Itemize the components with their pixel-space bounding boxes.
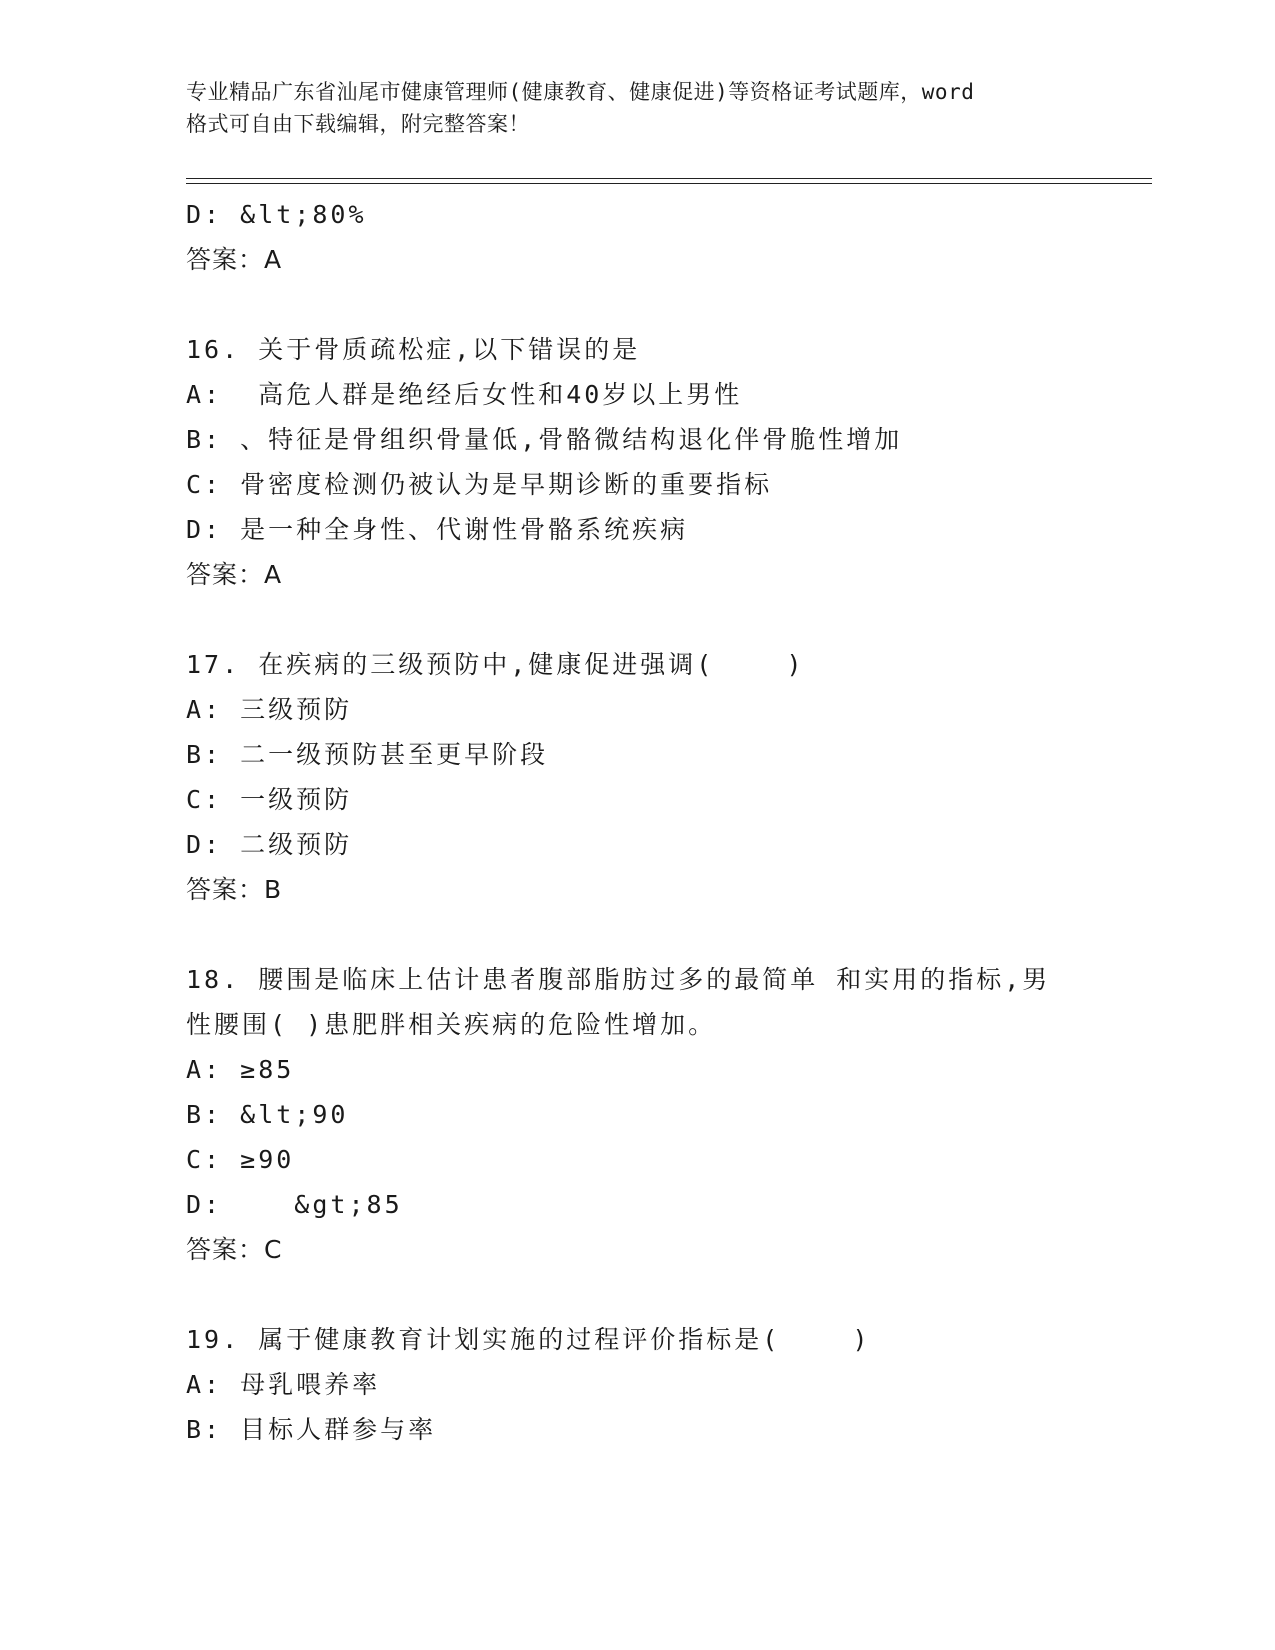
option-d: D: &lt;80% (186, 200, 367, 229)
option-b: B: 目标人群参与率 (186, 1415, 437, 1444)
header-line-1: 专业精品广东省汕尾市健康管理师(健康教育、健康促进)等资格证考试题库，word (186, 80, 975, 104)
header-divider-top (186, 178, 1152, 179)
option-b: B: 二一级预防甚至更早阶段 (186, 740, 549, 769)
option-a: A: ≥85 (186, 1055, 295, 1084)
spacer (186, 597, 1146, 642)
option-c: C: 一级预防 (186, 785, 353, 814)
option-c: C: ≥90 (186, 1145, 295, 1174)
question-list (186, 192, 1146, 1452)
option-d: D: &gt;85 (186, 1190, 403, 1219)
option-a: A: 三级预防 (186, 695, 353, 724)
answer: 答案：A (186, 245, 283, 274)
question-17 (186, 642, 1146, 912)
question-16 (186, 327, 1146, 597)
answer: 答案：A (186, 560, 283, 589)
option-a: A: 高危人群是绝经后女性和40岁以上男性 (186, 380, 743, 409)
question-text: 16. 关于骨质疏松症,以下错误的是 (186, 335, 641, 364)
question-text: 19. 属于健康教育计划实施的过程评价指标是( ) (186, 1325, 871, 1354)
spacer (186, 912, 1146, 957)
option-d: D: 是一种全身性、代谢性骨骼系统疾病 (186, 515, 689, 544)
question-18 (186, 957, 1146, 1272)
spacer (186, 282, 1146, 327)
previous-question-tail (186, 192, 1146, 282)
header-divider-bottom (186, 183, 1152, 184)
answer: 答案：C (186, 1235, 283, 1264)
answer: 答案：B (186, 875, 283, 904)
question-19 (186, 1317, 1146, 1452)
question-text-line-1: 18. 腰围是临床上估计患者腹部脂肪过多的最简单 和实用的指标,男 (186, 965, 1051, 994)
option-a: A: 母乳喂养率 (186, 1370, 381, 1399)
option-b: B: &lt;90 (186, 1100, 349, 1129)
spacer (186, 1272, 1146, 1317)
option-d: D: 二级预防 (186, 830, 353, 859)
question-text-line-2: 性腰围( )患肥胖相关疾病的危险性增加。 (186, 1010, 717, 1039)
question-text: 17. 在疾病的三级预防中,健康促进强调( ) (186, 650, 805, 679)
document-header (186, 76, 1086, 140)
header-line-2: 格式可自由下载编辑，附完整答案！ (186, 112, 530, 136)
option-c: C: 骨密度检测仍被认为是早期诊断的重要指标 (186, 470, 773, 499)
option-b: B: 、特征是骨组织骨量低,骨骼微结构退化伴骨脆性增加 (186, 425, 903, 454)
